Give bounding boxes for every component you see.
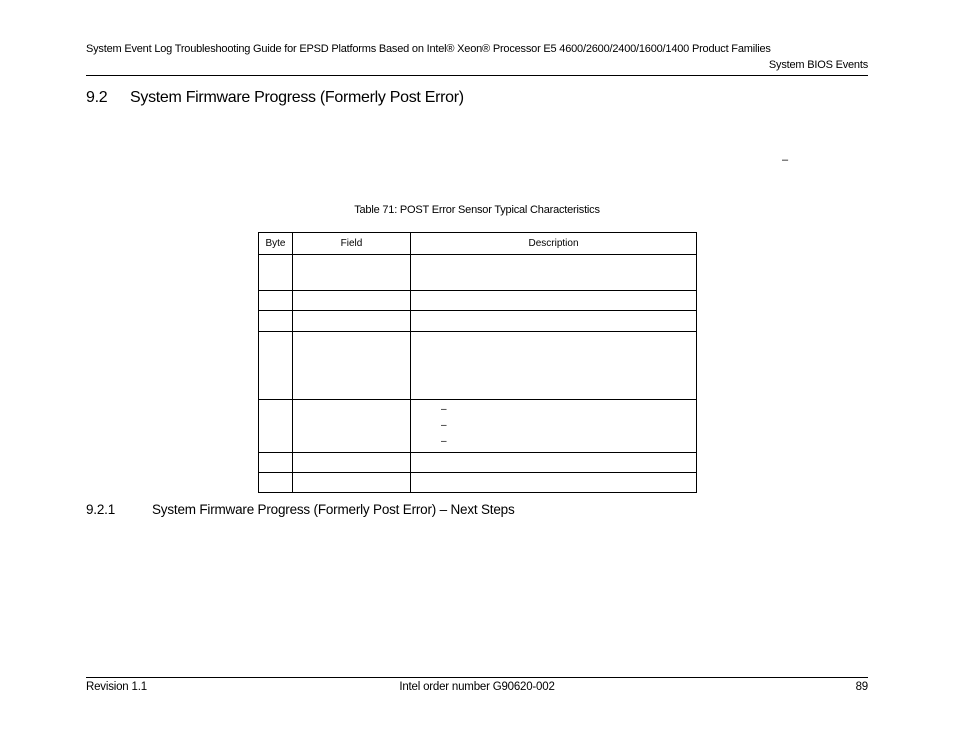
table-row	[259, 291, 697, 311]
table-row	[259, 400, 697, 453]
table-cell	[293, 453, 411, 473]
table-row	[259, 473, 697, 493]
column-header-description: Description	[411, 233, 697, 255]
post-error-sensor-table	[258, 232, 697, 493]
stray-dash-mark: –	[782, 154, 789, 166]
table-cell	[259, 400, 293, 453]
table-cell	[259, 311, 293, 332]
section-title: System Firmware Progress (Formerly Post Error)	[130, 89, 464, 106]
table-cell	[411, 453, 697, 473]
table-row	[259, 453, 697, 473]
table-header-row	[259, 233, 697, 255]
footer-order-number: Intel order number G90620-002	[399, 681, 555, 693]
table-cell	[259, 473, 293, 493]
table-cell	[259, 255, 293, 291]
subsection-number: 9.2.1	[86, 502, 116, 517]
table-cell	[259, 332, 293, 400]
dash-list	[411, 402, 696, 450]
footer-page-number: 89	[855, 681, 868, 693]
section-number: 9.2	[86, 89, 108, 106]
dash-list-item: –	[441, 436, 447, 447]
column-header-byte: Byte	[259, 233, 293, 255]
table-cell	[411, 332, 697, 400]
table-cell	[293, 473, 411, 493]
table-row	[259, 332, 697, 400]
table-cell	[293, 291, 411, 311]
section-running-head: System BIOS Events	[768, 59, 868, 71]
table-row	[259, 255, 697, 291]
table-cell	[411, 473, 697, 493]
table-cell	[411, 255, 697, 291]
table-cell	[411, 311, 697, 332]
table-cell	[293, 332, 411, 400]
header-rule	[86, 75, 868, 76]
table-cell	[293, 311, 411, 332]
table-cell	[259, 291, 293, 311]
table-row	[259, 311, 697, 332]
table-cell	[411, 291, 697, 311]
footer-rule	[86, 677, 868, 678]
table-cell	[293, 255, 411, 291]
table-caption: Table 71: POST Error Sensor Typical Characteristics	[354, 204, 600, 216]
table-cell	[293, 400, 411, 453]
subsection-title: System Firmware Progress (Formerly Post Error) – Next Steps	[152, 502, 515, 517]
table-cell	[411, 400, 697, 453]
column-header-field: Field	[293, 233, 411, 255]
document-title: System Event Log Troubleshooting Guide for EPSD Platforms Based on Intel® Xeon® Processor E5 4600/2600/2400/1600/1400 Product Families	[86, 43, 771, 55]
dash-list-item: –	[441, 420, 447, 431]
dash-list-item: –	[441, 404, 447, 415]
table-cell	[259, 453, 293, 473]
footer-revision: Revision 1.1	[86, 681, 147, 693]
